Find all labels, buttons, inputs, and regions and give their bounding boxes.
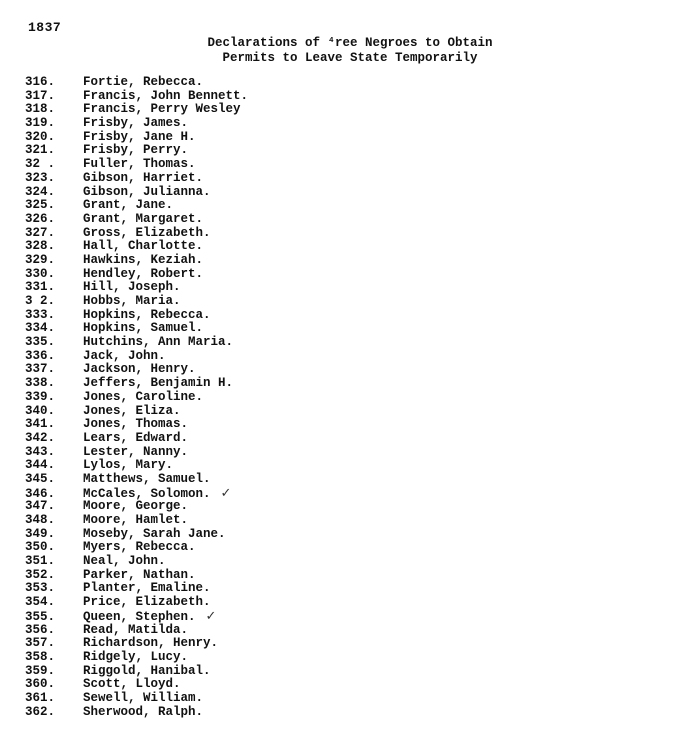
entry-number: 334.	[25, 321, 56, 336]
entry-name: Sherwood, Ralph.	[83, 704, 204, 719]
list-item	[25, 651, 248, 665]
list-item	[25, 405, 248, 419]
entry-name: Lears, Edward.	[83, 430, 189, 445]
list-item	[25, 391, 248, 405]
entry-name: Moore, George.	[83, 499, 189, 514]
list-item	[25, 295, 248, 309]
entry-number: 344.	[25, 458, 56, 473]
entry-number: 333.	[25, 307, 56, 322]
entry-name: Hendley, Robert.	[83, 266, 204, 281]
list-item	[25, 172, 248, 186]
list-item	[25, 665, 248, 679]
entry-number: 328.	[25, 239, 56, 254]
entry-number: 338.	[25, 376, 56, 391]
entry-number: 336.	[25, 348, 56, 363]
entry-number: 347.	[25, 499, 56, 514]
list-item	[25, 322, 248, 336]
list-item	[25, 555, 248, 569]
list-item	[25, 199, 248, 213]
entry-name: Francis, Perry Wesley	[83, 102, 241, 117]
entry-name: Parker, Nathan.	[83, 567, 196, 582]
entry-number: 335.	[25, 335, 56, 350]
entry-name: Jones, Caroline.	[83, 389, 204, 404]
entry-number: 32 .	[25, 157, 56, 172]
document-title	[150, 36, 550, 66]
entry-name: Frisby, James.	[83, 116, 189, 131]
entry-name: Hall, Charlotte.	[83, 239, 204, 254]
entry-number: 342.	[25, 430, 56, 445]
entry-name: Hobbs, Maria.	[83, 294, 181, 308]
entry-number: 339.	[25, 389, 56, 404]
entry-name: Myers, Rebecca.	[83, 540, 196, 555]
entry-name: Hill, Joseph.	[83, 280, 181, 295]
list-item	[25, 103, 248, 117]
entry-name: Planter, Emaline.	[83, 581, 211, 596]
entry-name: Grant, Margaret.	[83, 211, 204, 226]
entry-name: Riggold, Hanibal.	[83, 663, 211, 678]
list-item	[25, 706, 248, 720]
list-item	[25, 350, 248, 364]
entry-name: Lylos, Mary.	[83, 458, 174, 473]
list-item	[25, 528, 248, 542]
entry-number: 349.	[25, 526, 56, 541]
list-item	[25, 363, 248, 377]
list-item	[25, 596, 248, 610]
entry-number: 325.	[25, 198, 56, 213]
check-mark-icon: ✓	[220, 485, 232, 501]
entry-number: 354.	[25, 595, 56, 610]
entry-number: 359.	[25, 663, 56, 678]
entry-name: Hopkins, Rebecca.	[83, 307, 211, 322]
list-item	[25, 624, 248, 638]
entry-number: 337.	[25, 362, 56, 377]
entry-number: 346.	[25, 486, 56, 501]
entry-name: Jack, John.	[83, 348, 166, 363]
entry-name: Read, Matilda.	[83, 622, 189, 637]
entry-name: Scott, Lloyd.	[83, 677, 181, 692]
entry-number: 323.	[25, 170, 56, 185]
list-item	[25, 418, 248, 432]
entry-number: 3 2.	[25, 294, 56, 308]
list-item	[25, 281, 248, 295]
check-mark-icon: ✓	[205, 608, 217, 624]
entry-number: 355.	[25, 609, 56, 624]
entry-number: 327.	[25, 225, 56, 240]
list-item	[25, 514, 248, 528]
entry-number: 329.	[25, 252, 56, 267]
entry-number: 353.	[25, 581, 56, 596]
list-item	[25, 186, 248, 200]
list-item	[25, 227, 248, 241]
list-item	[25, 131, 248, 145]
list-item	[25, 377, 248, 391]
entry-name: Jones, Eliza.	[83, 403, 181, 418]
entry-name: Hutchins, Ann Maria.	[83, 335, 234, 350]
title-line-2: Permits to Leave State Temporarily	[222, 51, 478, 65]
list-item	[25, 254, 248, 268]
entry-name: Gross, Elizabeth.	[83, 225, 211, 240]
list-item	[25, 569, 248, 583]
entry-number: 351.	[25, 554, 56, 569]
list-item	[25, 487, 248, 501]
entry-number: 330.	[25, 266, 56, 281]
entry-number: 352.	[25, 567, 56, 582]
entry-name: Lester, Nanny.	[83, 444, 189, 459]
entry-number: 343.	[25, 444, 56, 459]
list-item	[25, 541, 248, 555]
entry-name: Hawkins, Keziah.	[83, 252, 204, 267]
title-line-1: Declarations of ⁴ree Negroes to Obtain	[207, 36, 493, 50]
entry-number: 320.	[25, 129, 56, 144]
entry-list	[25, 76, 248, 719]
entry-name: Fuller, Thomas.	[83, 157, 196, 172]
entry-number: 356.	[25, 622, 56, 637]
entry-name: Neal, John.	[83, 554, 166, 569]
entry-name: Francis, John Bennett.	[83, 88, 249, 103]
entry-number: 340.	[25, 403, 56, 418]
entry-number: 321.	[25, 143, 56, 158]
list-item	[25, 582, 248, 596]
entry-name: Ridgely, Lucy.	[83, 649, 189, 664]
list-item	[25, 117, 248, 131]
entry-number: 326.	[25, 211, 56, 226]
entry-name: Frisby, Perry.	[83, 143, 189, 158]
entry-number: 348.	[25, 513, 56, 527]
entry-number: 316.	[25, 75, 56, 89]
document-year: 1837	[28, 20, 62, 35]
entry-name: Grant, Jane.	[83, 198, 174, 213]
list-item	[25, 336, 248, 350]
list-item	[25, 692, 248, 706]
entry-name: McCales, Solomon.	[83, 486, 211, 501]
list-item	[25, 213, 248, 227]
entry-name: Jones, Thomas.	[83, 417, 189, 432]
entry-name: Hopkins, Samuel.	[83, 321, 204, 336]
entry-number: 350.	[25, 540, 56, 555]
entry-name: Jeffers, Benjamin H.	[83, 376, 234, 391]
entry-name: Sewell, William.	[83, 690, 204, 705]
list-item	[25, 678, 248, 692]
entry-number: 331.	[25, 280, 56, 295]
entry-name: Fortie, Rebecca.	[83, 75, 204, 89]
list-item	[25, 610, 248, 624]
entry-number: 360.	[25, 677, 56, 692]
entry-number: 362.	[25, 704, 56, 719]
list-item	[25, 158, 248, 172]
list-item	[25, 432, 248, 446]
list-item	[25, 473, 248, 487]
entry-name: Moseby, Sarah Jane.	[83, 526, 226, 541]
entry-number: 319.	[25, 116, 56, 131]
entry-number: 345.	[25, 471, 56, 486]
list-item	[25, 144, 248, 158]
entry-name: Jackson, Henry.	[83, 362, 196, 377]
entry-number: 357.	[25, 636, 56, 651]
list-item	[25, 309, 248, 323]
entry-number: 318.	[25, 102, 56, 117]
entry-number: 324.	[25, 184, 56, 199]
entry-name: Gibson, Harriet.	[83, 170, 204, 185]
entry-number: 358.	[25, 649, 56, 664]
list-item	[25, 268, 248, 282]
list-item	[25, 90, 248, 104]
entry-number: 361.	[25, 690, 56, 705]
list-item	[25, 637, 248, 651]
list-item	[25, 446, 248, 460]
list-item	[25, 76, 248, 90]
entry-number: 317.	[25, 88, 56, 103]
entry-name: Richardson, Henry.	[83, 636, 219, 651]
entry-number: 341.	[25, 417, 56, 432]
list-item	[25, 240, 248, 254]
entry-name: Matthews, Samuel.	[83, 471, 211, 486]
list-item	[25, 500, 248, 514]
list-item	[25, 459, 248, 473]
entry-name: Frisby, Jane H.	[83, 129, 196, 144]
entry-name: Queen, Stephen.	[83, 609, 196, 624]
entry-name: Price, Elizabeth.	[83, 595, 211, 610]
entry-name: Gibson, Julianna.	[83, 184, 211, 199]
entry-name: Moore, Hamlet.	[83, 513, 189, 527]
